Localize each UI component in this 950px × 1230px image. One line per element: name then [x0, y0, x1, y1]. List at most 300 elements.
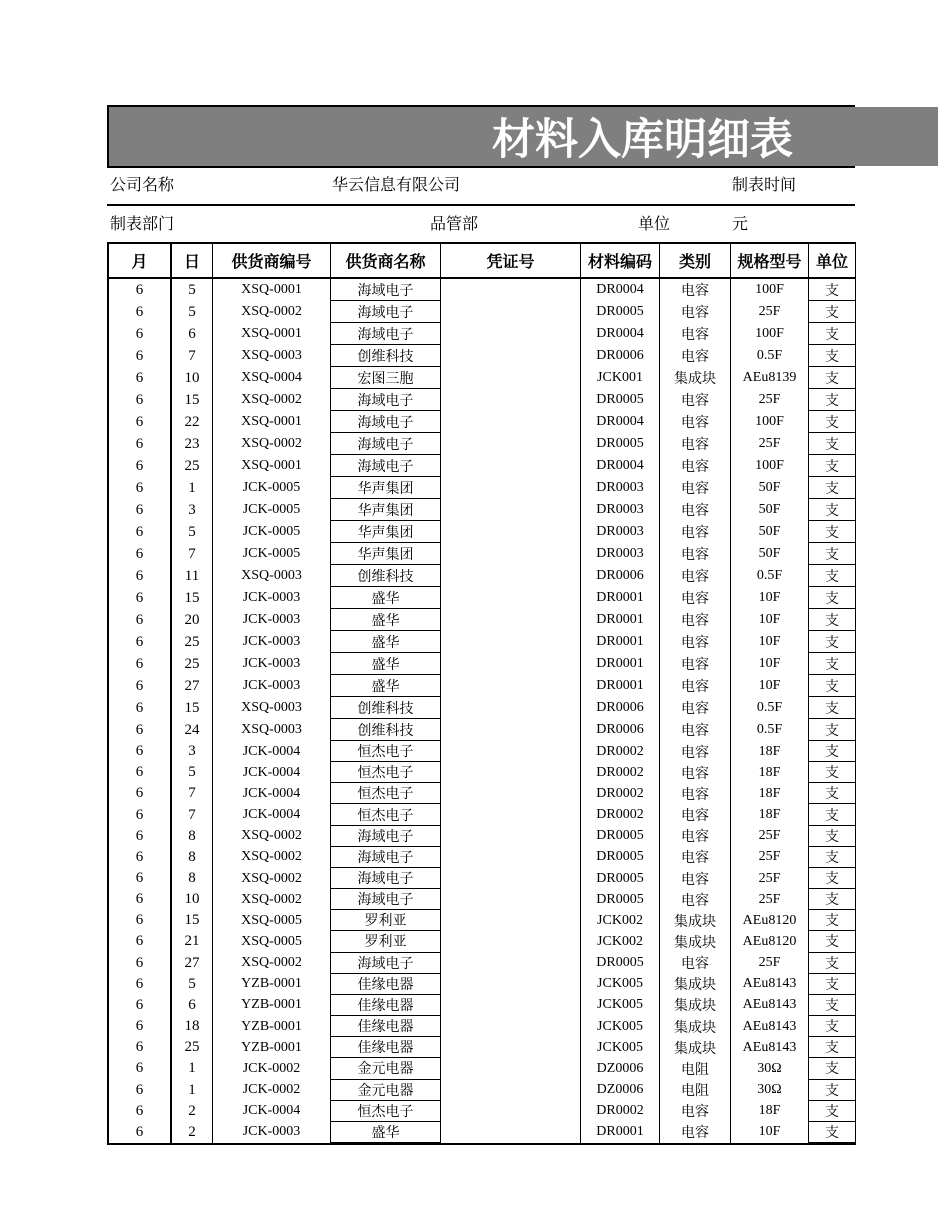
- table-row: [109, 1101, 855, 1122]
- category-cell: 电容: [660, 323, 731, 345]
- unit-cell: 支: [809, 1101, 855, 1122]
- spec-model-cell: 0.5F: [731, 719, 809, 741]
- table-row: [109, 719, 855, 741]
- spec-model-cell: 18F: [731, 783, 809, 804]
- voucher-no-cell: [441, 762, 581, 783]
- table-row: [109, 783, 855, 804]
- day-cell: 15: [172, 910, 213, 931]
- unit-cell: 支: [809, 741, 855, 762]
- table-row: [109, 847, 855, 868]
- unit-cell: 支: [809, 1080, 855, 1101]
- voucher-no-cell: [441, 847, 581, 868]
- day-cell: 18: [172, 1016, 213, 1037]
- day-cell: 15: [172, 389, 213, 411]
- spec-model-cell: 0.5F: [731, 697, 809, 719]
- supplier-name-cell: 盛华: [331, 1122, 441, 1143]
- spec-model-cell: 18F: [731, 741, 809, 762]
- category-cell: 电容: [660, 697, 731, 719]
- unit-cell: 支: [809, 1016, 855, 1037]
- unit-cell: 支: [809, 653, 855, 675]
- table-row: [109, 1058, 855, 1079]
- supplier-code-cell: XSQ-0002: [213, 433, 331, 455]
- supplier-code-cell: JCK-0004: [213, 804, 331, 825]
- supplier-code-cell: JCK-0004: [213, 762, 331, 783]
- table-row: [109, 521, 855, 543]
- month-cell: 6: [109, 367, 172, 389]
- supplier-code-cell: YZB-0001: [213, 995, 331, 1016]
- day-cell: 5: [172, 762, 213, 783]
- day-cell: 6: [172, 995, 213, 1016]
- voucher-no-cell: [441, 995, 581, 1016]
- category-cell: 电阻: [660, 1080, 731, 1101]
- month-cell: 6: [109, 411, 172, 433]
- table-row: [109, 995, 855, 1016]
- supplier-name-cell: 华声集团: [331, 499, 441, 521]
- material-code-cell: DZ0006: [581, 1080, 660, 1101]
- spec-model-cell: 50F: [731, 499, 809, 521]
- material-code-cell: DR0001: [581, 675, 660, 697]
- supplier-name-cell: 恒杰电子: [331, 741, 441, 762]
- table-row: [109, 653, 855, 675]
- unit-cell: 支: [809, 411, 855, 433]
- table-row: [109, 889, 855, 910]
- table-row: [109, 543, 855, 565]
- voucher-no-cell: [441, 953, 581, 974]
- voucher-no-cell: [441, 565, 581, 587]
- material-code-cell: DR0005: [581, 953, 660, 974]
- month-cell: 6: [109, 631, 172, 653]
- spec-model-cell: 25F: [731, 889, 809, 910]
- day-cell: 8: [172, 847, 213, 868]
- month-cell: 6: [109, 804, 172, 825]
- day-cell: 6: [172, 323, 213, 345]
- material-code-cell: JCK005: [581, 1016, 660, 1037]
- supplier-code-cell: XSQ-0002: [213, 868, 331, 889]
- material-code-cell: DR0004: [581, 323, 660, 345]
- material-code-cell: DR0001: [581, 653, 660, 675]
- month-cell: 6: [109, 301, 172, 323]
- supplier-code-cell: JCK-0005: [213, 477, 331, 499]
- category-cell: 电容: [660, 631, 731, 653]
- supplier-name-cell: 盛华: [331, 675, 441, 697]
- day-cell: 5: [172, 974, 213, 995]
- supplier-code-cell: XSQ-0001: [213, 323, 331, 345]
- title-banner-extension: [855, 107, 938, 166]
- day-cell: 20: [172, 609, 213, 631]
- unit-cell: 支: [809, 697, 855, 719]
- unit-cell: 支: [809, 631, 855, 653]
- category-cell: 电容: [660, 301, 731, 323]
- unit-cell: 支: [809, 847, 855, 868]
- supplier-code-cell: XSQ-0005: [213, 910, 331, 931]
- month-cell: 6: [109, 565, 172, 587]
- category-cell: 电容: [660, 1122, 731, 1143]
- material-code-cell: DR0001: [581, 587, 660, 609]
- voucher-no-cell: [441, 631, 581, 653]
- spec-model-cell: 25F: [731, 433, 809, 455]
- spec-model-cell: AEu8139: [731, 367, 809, 389]
- spec-model-cell: 18F: [731, 762, 809, 783]
- voucher-no-cell: [441, 543, 581, 565]
- unit-cell: 支: [809, 889, 855, 910]
- spec-model-cell: 10F: [731, 587, 809, 609]
- spec-model-cell: 0.5F: [731, 345, 809, 367]
- material-code-cell: DR0003: [581, 521, 660, 543]
- category-cell: 集成块: [660, 910, 731, 931]
- month-cell: 6: [109, 762, 172, 783]
- unit-cell: 支: [809, 762, 855, 783]
- table-row: [109, 1122, 855, 1143]
- table-row: [109, 455, 855, 477]
- category-cell: 电容: [660, 953, 731, 974]
- category-cell: 电容: [660, 543, 731, 565]
- table-row: [109, 301, 855, 323]
- category-cell: 电容: [660, 565, 731, 587]
- supplier-name-cell: 海域电子: [331, 433, 441, 455]
- day-cell: 2: [172, 1122, 213, 1143]
- unit-cell: 支: [809, 301, 855, 323]
- category-cell: 电容: [660, 804, 731, 825]
- category-cell: 集成块: [660, 367, 731, 389]
- spec-model-cell: 25F: [731, 847, 809, 868]
- voucher-no-cell: [441, 931, 581, 952]
- spec-model-cell: 10F: [731, 631, 809, 653]
- day-cell: 27: [172, 675, 213, 697]
- spec-model-cell: AEu8120: [731, 931, 809, 952]
- day-cell: 10: [172, 889, 213, 910]
- spec-model-cell: 100F: [731, 411, 809, 433]
- column-header-voucher-no: 凭证号: [441, 244, 581, 277]
- material-code-cell: DR0001: [581, 631, 660, 653]
- month-cell: 6: [109, 974, 172, 995]
- month-cell: 6: [109, 323, 172, 345]
- material-code-cell: DR0004: [581, 411, 660, 433]
- material-code-cell: DR0003: [581, 499, 660, 521]
- supplier-name-cell: 海域电子: [331, 411, 441, 433]
- material-code-cell: DR0001: [581, 609, 660, 631]
- table-row: [109, 345, 855, 367]
- supplier-name-cell: 海域电子: [331, 868, 441, 889]
- spec-model-cell: 30Ω: [731, 1080, 809, 1101]
- voucher-no-cell: [441, 741, 581, 762]
- voucher-no-cell: [441, 477, 581, 499]
- month-cell: 6: [109, 1016, 172, 1037]
- supplier-code-cell: XSQ-0001: [213, 455, 331, 477]
- unit-cell: 支: [809, 910, 855, 931]
- supplier-name-cell: 华声集团: [331, 521, 441, 543]
- spec-model-cell: 50F: [731, 477, 809, 499]
- spec-model-cell: 30Ω: [731, 1058, 809, 1079]
- material-code-cell: DR0003: [581, 477, 660, 499]
- voucher-no-cell: [441, 521, 581, 543]
- supplier-name-cell: 海域电子: [331, 826, 441, 847]
- material-code-cell: DR0004: [581, 279, 660, 301]
- spec-model-cell: 100F: [731, 279, 809, 301]
- table-row: [109, 499, 855, 521]
- table-row: [109, 1080, 855, 1101]
- spec-model-cell: 25F: [731, 301, 809, 323]
- supplier-code-cell: XSQ-0001: [213, 279, 331, 301]
- day-cell: 3: [172, 499, 213, 521]
- supplier-name-cell: 海域电子: [331, 889, 441, 910]
- unit-cell: 支: [809, 521, 855, 543]
- spec-model-cell: 25F: [731, 953, 809, 974]
- spec-model-cell: 25F: [731, 389, 809, 411]
- unit-cell: 支: [809, 499, 855, 521]
- day-cell: 27: [172, 953, 213, 974]
- category-cell: 集成块: [660, 1037, 731, 1058]
- voucher-no-cell: [441, 868, 581, 889]
- category-cell: 电容: [660, 477, 731, 499]
- unit-cell: 支: [809, 719, 855, 741]
- spec-model-cell: 18F: [731, 1101, 809, 1122]
- table-row: [109, 631, 855, 653]
- supplier-name-cell: 海域电子: [331, 323, 441, 345]
- table-row: [109, 587, 855, 609]
- day-cell: 11: [172, 565, 213, 587]
- spec-model-cell: AEu8143: [731, 1037, 809, 1058]
- spec-model-cell: 25F: [731, 868, 809, 889]
- voucher-no-cell: [441, 804, 581, 825]
- category-cell: 电容: [660, 762, 731, 783]
- category-cell: 电容: [660, 719, 731, 741]
- unit-cell: 支: [809, 565, 855, 587]
- material-code-cell: DR0002: [581, 762, 660, 783]
- material-code-cell: DR0002: [581, 741, 660, 762]
- unit-cell: 支: [809, 477, 855, 499]
- column-header-material-code: 材料编码: [581, 244, 660, 277]
- material-code-cell: DR0005: [581, 301, 660, 323]
- month-cell: 6: [109, 783, 172, 804]
- voucher-no-cell: [441, 609, 581, 631]
- table-row: [109, 279, 855, 301]
- day-cell: 25: [172, 653, 213, 675]
- voucher-no-cell: [441, 719, 581, 741]
- unit-cell: 支: [809, 389, 855, 411]
- voucher-no-cell: [441, 433, 581, 455]
- day-cell: 25: [172, 631, 213, 653]
- column-header-supplier-name: 供货商名称: [331, 244, 441, 277]
- month-cell: 6: [109, 910, 172, 931]
- table-row: [109, 868, 855, 889]
- supplier-code-cell: YZB-0001: [213, 1037, 331, 1058]
- month-cell: 6: [109, 587, 172, 609]
- unit-cell: 支: [809, 1037, 855, 1058]
- table-row: [109, 609, 855, 631]
- category-cell: 电容: [660, 279, 731, 301]
- material-code-cell: DR0006: [581, 719, 660, 741]
- month-cell: 6: [109, 1058, 172, 1079]
- category-cell: 电容: [660, 741, 731, 762]
- supplier-code-cell: XSQ-0005: [213, 931, 331, 952]
- voucher-no-cell: [441, 411, 581, 433]
- day-cell: 7: [172, 804, 213, 825]
- material-code-cell: DR0005: [581, 826, 660, 847]
- material-code-cell: DR0002: [581, 804, 660, 825]
- day-cell: 8: [172, 826, 213, 847]
- day-cell: 5: [172, 301, 213, 323]
- table-row: [109, 804, 855, 825]
- category-cell: 电容: [660, 521, 731, 543]
- spec-model-cell: 10F: [731, 1122, 809, 1143]
- month-cell: 6: [109, 1037, 172, 1058]
- spec-model-cell: AEu8143: [731, 1016, 809, 1037]
- table-row: [109, 389, 855, 411]
- table-row: [109, 762, 855, 783]
- material-code-cell: JCK001: [581, 367, 660, 389]
- month-cell: 6: [109, 345, 172, 367]
- unit-cell: 支: [809, 868, 855, 889]
- unit-cell: 支: [809, 345, 855, 367]
- supplier-code-cell: YZB-0001: [213, 1016, 331, 1037]
- supplier-name-cell: 海域电子: [331, 279, 441, 301]
- material-code-cell: DR0001: [581, 1122, 660, 1143]
- supplier-name-cell: 恒杰电子: [331, 783, 441, 804]
- header-divider: [107, 204, 855, 206]
- voucher-no-cell: [441, 345, 581, 367]
- table-row: [109, 411, 855, 433]
- supplier-name-cell: 创维科技: [331, 697, 441, 719]
- month-cell: 6: [109, 826, 172, 847]
- material-code-cell: DR0005: [581, 847, 660, 868]
- category-cell: 电容: [660, 826, 731, 847]
- day-cell: 7: [172, 345, 213, 367]
- voucher-no-cell: [441, 675, 581, 697]
- supplier-name-cell: 宏图三胞: [331, 367, 441, 389]
- category-cell: 电容: [660, 455, 731, 477]
- day-cell: 5: [172, 521, 213, 543]
- category-cell: 电容: [660, 847, 731, 868]
- supplier-code-cell: JCK-0004: [213, 1101, 331, 1122]
- supplier-name-cell: 盛华: [331, 631, 441, 653]
- table-row: [109, 675, 855, 697]
- unit-cell: 支: [809, 323, 855, 345]
- supplier-code-cell: YZB-0001: [213, 974, 331, 995]
- voucher-no-cell: [441, 653, 581, 675]
- month-cell: 6: [109, 953, 172, 974]
- table-row: [109, 910, 855, 931]
- unit-cell: 支: [809, 826, 855, 847]
- category-cell: 电容: [660, 499, 731, 521]
- supplier-code-cell: JCK-0003: [213, 631, 331, 653]
- voucher-no-cell: [441, 1037, 581, 1058]
- voucher-no-cell: [441, 974, 581, 995]
- unit-cell: 支: [809, 995, 855, 1016]
- supplier-code-cell: XSQ-0003: [213, 719, 331, 741]
- supplier-code-cell: JCK-0005: [213, 499, 331, 521]
- voucher-no-cell: [441, 279, 581, 301]
- day-cell: 10: [172, 367, 213, 389]
- month-cell: 6: [109, 1080, 172, 1101]
- day-cell: 8: [172, 868, 213, 889]
- category-cell: 电容: [660, 653, 731, 675]
- supplier-code-cell: JCK-0004: [213, 783, 331, 804]
- month-cell: 6: [109, 543, 172, 565]
- supplier-name-cell: 金元电器: [331, 1080, 441, 1101]
- day-cell: 15: [172, 587, 213, 609]
- table-row: [109, 974, 855, 995]
- month-cell: 6: [109, 889, 172, 910]
- supplier-code-cell: JCK-0005: [213, 521, 331, 543]
- month-cell: 6: [109, 931, 172, 952]
- voucher-no-cell: [441, 389, 581, 411]
- material-code-cell: DR0005: [581, 433, 660, 455]
- category-cell: 集成块: [660, 974, 731, 995]
- supplier-code-cell: JCK-0003: [213, 609, 331, 631]
- supplier-name-cell: 华声集团: [331, 543, 441, 565]
- unit-cell: 支: [809, 455, 855, 477]
- supplier-name-cell: 创维科技: [331, 719, 441, 741]
- currency-unit-label: 单位: [638, 216, 671, 233]
- month-cell: 6: [109, 455, 172, 477]
- supplier-code-cell: XSQ-0002: [213, 847, 331, 868]
- supplier-code-cell: XSQ-0003: [213, 565, 331, 587]
- supplier-name-cell: 创维科技: [331, 565, 441, 587]
- material-code-cell: DR0006: [581, 345, 660, 367]
- category-cell: 电容: [660, 889, 731, 910]
- spec-model-cell: 10F: [731, 653, 809, 675]
- supplier-name-cell: 海域电子: [331, 953, 441, 974]
- material-code-cell: DZ0006: [581, 1058, 660, 1079]
- day-cell: 2: [172, 1101, 213, 1122]
- material-code-cell: DR0003: [581, 543, 660, 565]
- supplier-name-cell: 盛华: [331, 653, 441, 675]
- unit-cell: 支: [809, 804, 855, 825]
- department-label: 制表部门: [110, 216, 175, 233]
- day-cell: 3: [172, 741, 213, 762]
- page-title: 材料入库明细表: [492, 115, 793, 165]
- supplier-code-cell: XSQ-0002: [213, 953, 331, 974]
- supplier-code-cell: JCK-0002: [213, 1080, 331, 1101]
- table-row: [109, 741, 855, 762]
- day-cell: 15: [172, 697, 213, 719]
- inventory-table: [107, 242, 856, 1145]
- table-row: [109, 931, 855, 952]
- material-code-cell: JCK002: [581, 931, 660, 952]
- day-cell: 1: [172, 477, 213, 499]
- category-cell: 电容: [660, 587, 731, 609]
- supplier-code-cell: JCK-0003: [213, 1122, 331, 1143]
- day-cell: 24: [172, 719, 213, 741]
- spec-model-cell: 18F: [731, 804, 809, 825]
- supplier-name-cell: 盛华: [331, 609, 441, 631]
- day-cell: 1: [172, 1080, 213, 1101]
- supplier-code-cell: JCK-0003: [213, 587, 331, 609]
- material-code-cell: JCK002: [581, 910, 660, 931]
- month-cell: 6: [109, 609, 172, 631]
- unit-cell: 支: [809, 609, 855, 631]
- supplier-name-cell: 佳缘电器: [331, 974, 441, 995]
- category-cell: 电容: [660, 345, 731, 367]
- voucher-no-cell: [441, 889, 581, 910]
- table-row: [109, 953, 855, 974]
- supplier-name-cell: 罗利亚: [331, 931, 441, 952]
- month-cell: 6: [109, 477, 172, 499]
- material-code-cell: DR0002: [581, 1101, 660, 1122]
- voucher-no-cell: [441, 323, 581, 345]
- month-cell: 6: [109, 741, 172, 762]
- category-cell: 集成块: [660, 1016, 731, 1037]
- voucher-no-cell: [441, 1122, 581, 1143]
- voucher-no-cell: [441, 1080, 581, 1101]
- voucher-no-cell: [441, 826, 581, 847]
- supplier-name-cell: 海域电子: [331, 389, 441, 411]
- category-cell: 电容: [660, 609, 731, 631]
- column-header-category: 类别: [660, 244, 731, 277]
- day-cell: 22: [172, 411, 213, 433]
- spec-model-cell: 10F: [731, 609, 809, 631]
- unit-cell: 支: [809, 931, 855, 952]
